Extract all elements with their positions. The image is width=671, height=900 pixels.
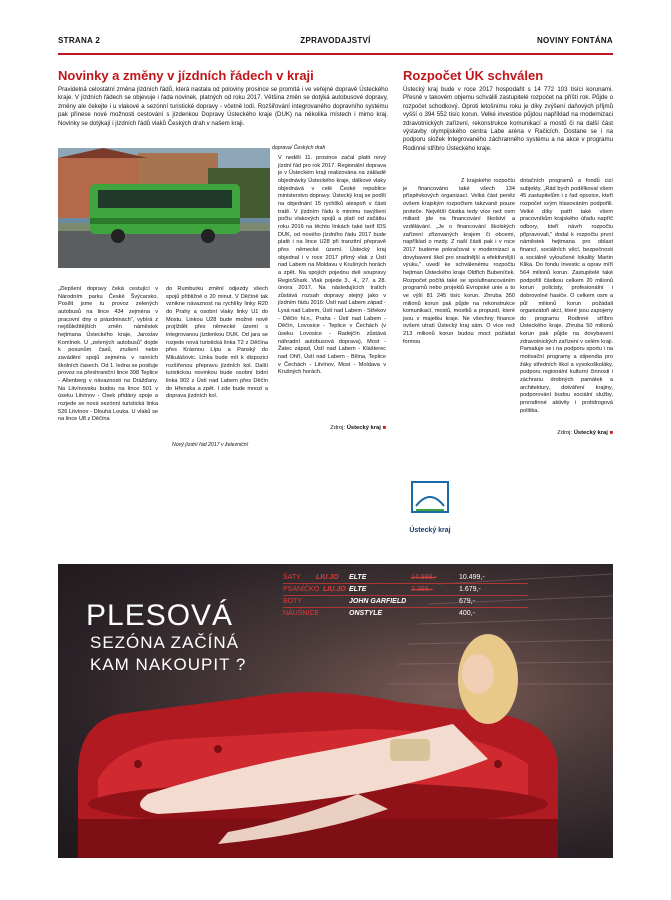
- price-divider: [283, 595, 528, 596]
- ad-item-shop: ELTE: [349, 574, 367, 581]
- article1-col1-text: „Zlepšení dopravy čeká cestující v Národním parku České Švýcarsko. Posílit jsme tu provoz zelených autobusů na lince 434 zejména v pracovní dny o prázdninách", vybírá z nejdůležitějších změn náměstek hejtmana Ústeckého kraje, Jaroslav Komínek. U „zelených autobusů" dojde k posunům časů, zrušení nebo zavádění spojů zejména v ranních školních časech. Od 1. ledna se posiluje provoz na přeshraniční lince 398 Teplice - Altenberg v návaznosti na Drážďany. Na Litvínovsku budou na lince 501 v úseku Litvínov - Osek přidány spoje a rozjede se nová sezónní turistická linka 526 Litvínov - Dlouhá Louka. U vlaků se na lince U8 z Děčína: [58, 286, 158, 423]
- ad-item-shop: JOHN GARFIELD: [349, 598, 407, 605]
- source-label: Zdroj:: [557, 430, 573, 436]
- ad-line1: PLESOVÁ: [86, 599, 234, 632]
- ad-item-old-price: 2.399,-: [411, 586, 433, 593]
- header-rule: [58, 53, 613, 55]
- article1-col2-text: do Rumburku změní odjezdy všech spojů přibližně o 20 minut. V Děčíně tak vznikne návaznost na rychlíky linky R20 do Prahy a osobní vlaky linky U1 do Mostu. Linkou U28 bude možné nově projíždět přes německé území s integrovanou jízdenkou DUK. Od jara se rozjede nová turistická linka T2 z Děčína přes Krásnou Lípu a Panský do Mikulášovic. Linka bude mít k dispozici rozšířenou přepravu jízdních kol. Další turistickou novinkou bude osobní lodní linka 902 z Ústí nad Labem přes Děčín do Hřenska a zpět. I zde bude mnozí a doprava jízdních kol.: [166, 286, 268, 400]
- ad-price-row: [283, 573, 513, 582]
- ad-item-old-price: 14.999,-: [411, 574, 437, 581]
- article2-col2-text: dotačních programů a fondů cizí subjekty. „Rád bych podělkoval všem 45 zastupitelům i z řad opozice, kteří rozpočet svým hlasováním podpořili. Velké díky patří také všem pracovníkům krajského úřadu napříč odbory, kteří návrh rozpočtu připravovali," dodal k rozpočtu první náměstek hejtmana pro oblast financí, sociálních věcí, bezpečnosti a sociálně vyloučené lokality Martin Klika. Do fondu investic a oprav míří 564 milionů korun. Zastupitelé také podpořili částkou celkem 20 milionů korun policisty, profesionální i dobrovolné hasiče. O celkem osm a půl milionů korun požádali organizátoři akcí, které jsou zapojeny do programu Rodinné stříbro Ústeckého kraje. Zhruba 50 milionů korun pak půjde na dovybavení zdravotnických zařízení v celém kraji. Pamatuje se i na podporu sportu i na motivační programy a stipendia pro žáky středních škol a vysokoškoláky, podporu regionální kulturní činnosti i záchranu drobných památek a architektury, dotváření krajiny, podporování budou sociální služby, prorodinné aktivity i protidrogová politika.: [520, 178, 613, 414]
- ad-item: NÁUŠNICE: [283, 610, 320, 617]
- ad-line3: KAM NAKOUPIT ?: [90, 655, 247, 674]
- ad-headline: [86, 600, 246, 676]
- article1-source: Zdroj: Ústecký kraj ■: [330, 425, 386, 431]
- page-number: STRANA 2: [58, 36, 101, 45]
- article2-col1-text: Z krajského rozpočtu je financováno také všech 134 příspěvkových organizací. Velká část peněz ovšem krajským rozpočtem takzvaně pouze proteče. Největší částka tedy více než osm miliard jde na financování školství a vzdělávání. „Je o financování školských zařízení zřizovaných krajem či obcemi, například o mzdy. Z naší části pak i v roce 2017 budeme pokračovat v modernizaci a dovybavení škol pro snadnější a efektivnější výuku," uvedl ke schválenému rozpočtu hejtman Ústeckého kraje Oldřich Bubeníček. Rozpočet počítá také se spolufinancováním programů nebo projektů Evropské unie a to ve výši 81 245 tisíc korun. Zhruba 350 milionů korun pak půjde na rekonstrukce komunikací, mostů, mostků a propustí, které jsou v majetku kraje. Ne všechny finance ovšem utratí Ústecký kraj sám. O více než 213 milionů korun budou moct požádat formou: [403, 178, 515, 345]
- ad-item-price: 400,-: [459, 610, 475, 617]
- article2-source: Zdroj: Ústecký kraj ■: [557, 430, 613, 436]
- ad-item: BOTY: [283, 598, 303, 605]
- ad-item-price: 679,-: [459, 598, 475, 605]
- article1-col2: [166, 286, 268, 401]
- price-divider: [283, 583, 528, 584]
- article1-col2-caption: Nový jízdní řád 2017 v železniční: [172, 442, 249, 448]
- article1-col3: [278, 155, 386, 377]
- article1-title: Novinky a změny v jízdních řádech v kraji: [58, 68, 314, 83]
- newspaper-name: NOVINY FONTÁNA: [536, 36, 613, 45]
- ad-item-brand: LIU.JO: [323, 586, 346, 593]
- ad-price-row: [283, 585, 513, 594]
- ad-line2: SEZÓNA ZAČÍNÁ: [90, 633, 240, 652]
- ad-price-row: [283, 609, 513, 618]
- price-divider: [283, 607, 528, 608]
- ustecky-kraj-logo: [403, 480, 457, 538]
- article1-col1: [58, 286, 158, 424]
- article2-col2: [520, 178, 613, 415]
- logo-text: Ústecký kraj: [409, 527, 451, 534]
- ad-item: PSANÍČKO: [283, 586, 320, 593]
- ad-item: ŠATY: [283, 574, 301, 581]
- article2-lead: Ústecký kraj bude v roce 2017 hospodařit s 14 772 103 tisíci korunami. Přesně v takovém objemu schválili zastupitelé rozpočet na příští rok. Půjde o rozpočet schodkový. Oproti letošnímu roku je díky zvýšení daňových příjmů vyšší o 394 552 tisíc korun. Velké investice půjdou například na modernizaci zdravotnických zařízení, rekonstrukce komunikací a mostů či na další část výstavby olympijského centra Labe aréna v Račicích. Dostane se i na podporu složek Integrovaného záchranného systému a na akce v programu Rodinné stříbro Ústeckého kraje.: [403, 86, 613, 152]
- ad-item-shop: ELTE: [349, 586, 367, 593]
- ad-item-brand: LIU.JO: [316, 574, 339, 581]
- ad-item-shop: ONSTYLE: [349, 610, 383, 617]
- article1-lead: Pravidelná celostátní změna jízdních řádů, která nastala od poloviny prosince se promítá i ve veřejné dopravě Ústeckého kraje. V jízdních řádech se objevuje i řada novinek, platných od roku 2017. Většina změn se dotýká autobusové dopravy, změny ale čekejte i u vlakové a sezónní turistické dopravy - včetně lodí. Rozšiřování integrovaného dopravního systému pak přinese nové možnosti cestování s jízdenkou Dopravy Ústeckého kraje (DUK) na několika místech i mimo kraj. Novinky se dotýkají i jízdních řádů vlaků Českých drah v našem kraji.: [58, 86, 388, 127]
- bus-photo: [58, 148, 270, 268]
- source-label: Zdroj:: [330, 425, 346, 431]
- page-header: [58, 36, 613, 50]
- ad-item-price: 1.679,-: [459, 586, 481, 593]
- section-title: ZPRAVODAJSTVÍ: [300, 36, 371, 45]
- ad-item-price: 10.499,-: [459, 574, 485, 581]
- ad-price-row: [283, 597, 513, 606]
- article1-col3-text: V neděli 11. prosince začal platit nový jízdní řád pro rok 2017. Regionální doprava je v Ústeckém kraji realizována na základě objednávky Ústeckého kraje, dálkové vlaky objednává v celé České republice ministerstvo dopravy. Ústecký kraj se podílí na objednání 15 rychlíků alespoň v části tratě. V jízdním řádu k minimu navýšení počtu vlakových spojů a platí od začátku roku 2016 na těchto linkách také tarif IDS DUK, od nového jízdního řádu 2017 bude platit i na lince U28 při tranzitní přepravě přes německé území. Ústecký kraj objednal i v roce 2017 přímý vlak z Ústí nad Labem na Moldavu v Krušných horách a zpět. Na spojích pojedou dvě soupravy RegioShark. Vlak pojede 3., 4., 27. a 28. února 2017. Na následujících tratích zůstává rozsah dopravy stejný jako v jízdním řádu 2016: Ústí nad Labem západ - Lysá nad Labem, Ústí nad Labem - Střekov - Děčín hl.n., Praha - Ústí nad Labem - Děčín, Lovosice - Teplice v Čechách (v úseku Lovosice - Radejčín zůstává náhradní autobusová doprava), Most - Žatec západ, Ústí nad Labem - Klášterec nad Ohří, Ústí nad Labem - Bílina, Teplice v Čechách - Litvínov, Most - Moldava v Krušných horách.: [278, 155, 386, 376]
- source-name: Ústecký kraj: [346, 425, 381, 431]
- article2-title: Rozpočet ÚK schválen: [403, 68, 544, 83]
- photo-caption: doprava/ Českých drah: [272, 145, 326, 151]
- source-name: Ústecký kraj: [573, 430, 608, 436]
- ball-season-advertisement: [58, 564, 613, 858]
- article2-col1: [403, 178, 515, 346]
